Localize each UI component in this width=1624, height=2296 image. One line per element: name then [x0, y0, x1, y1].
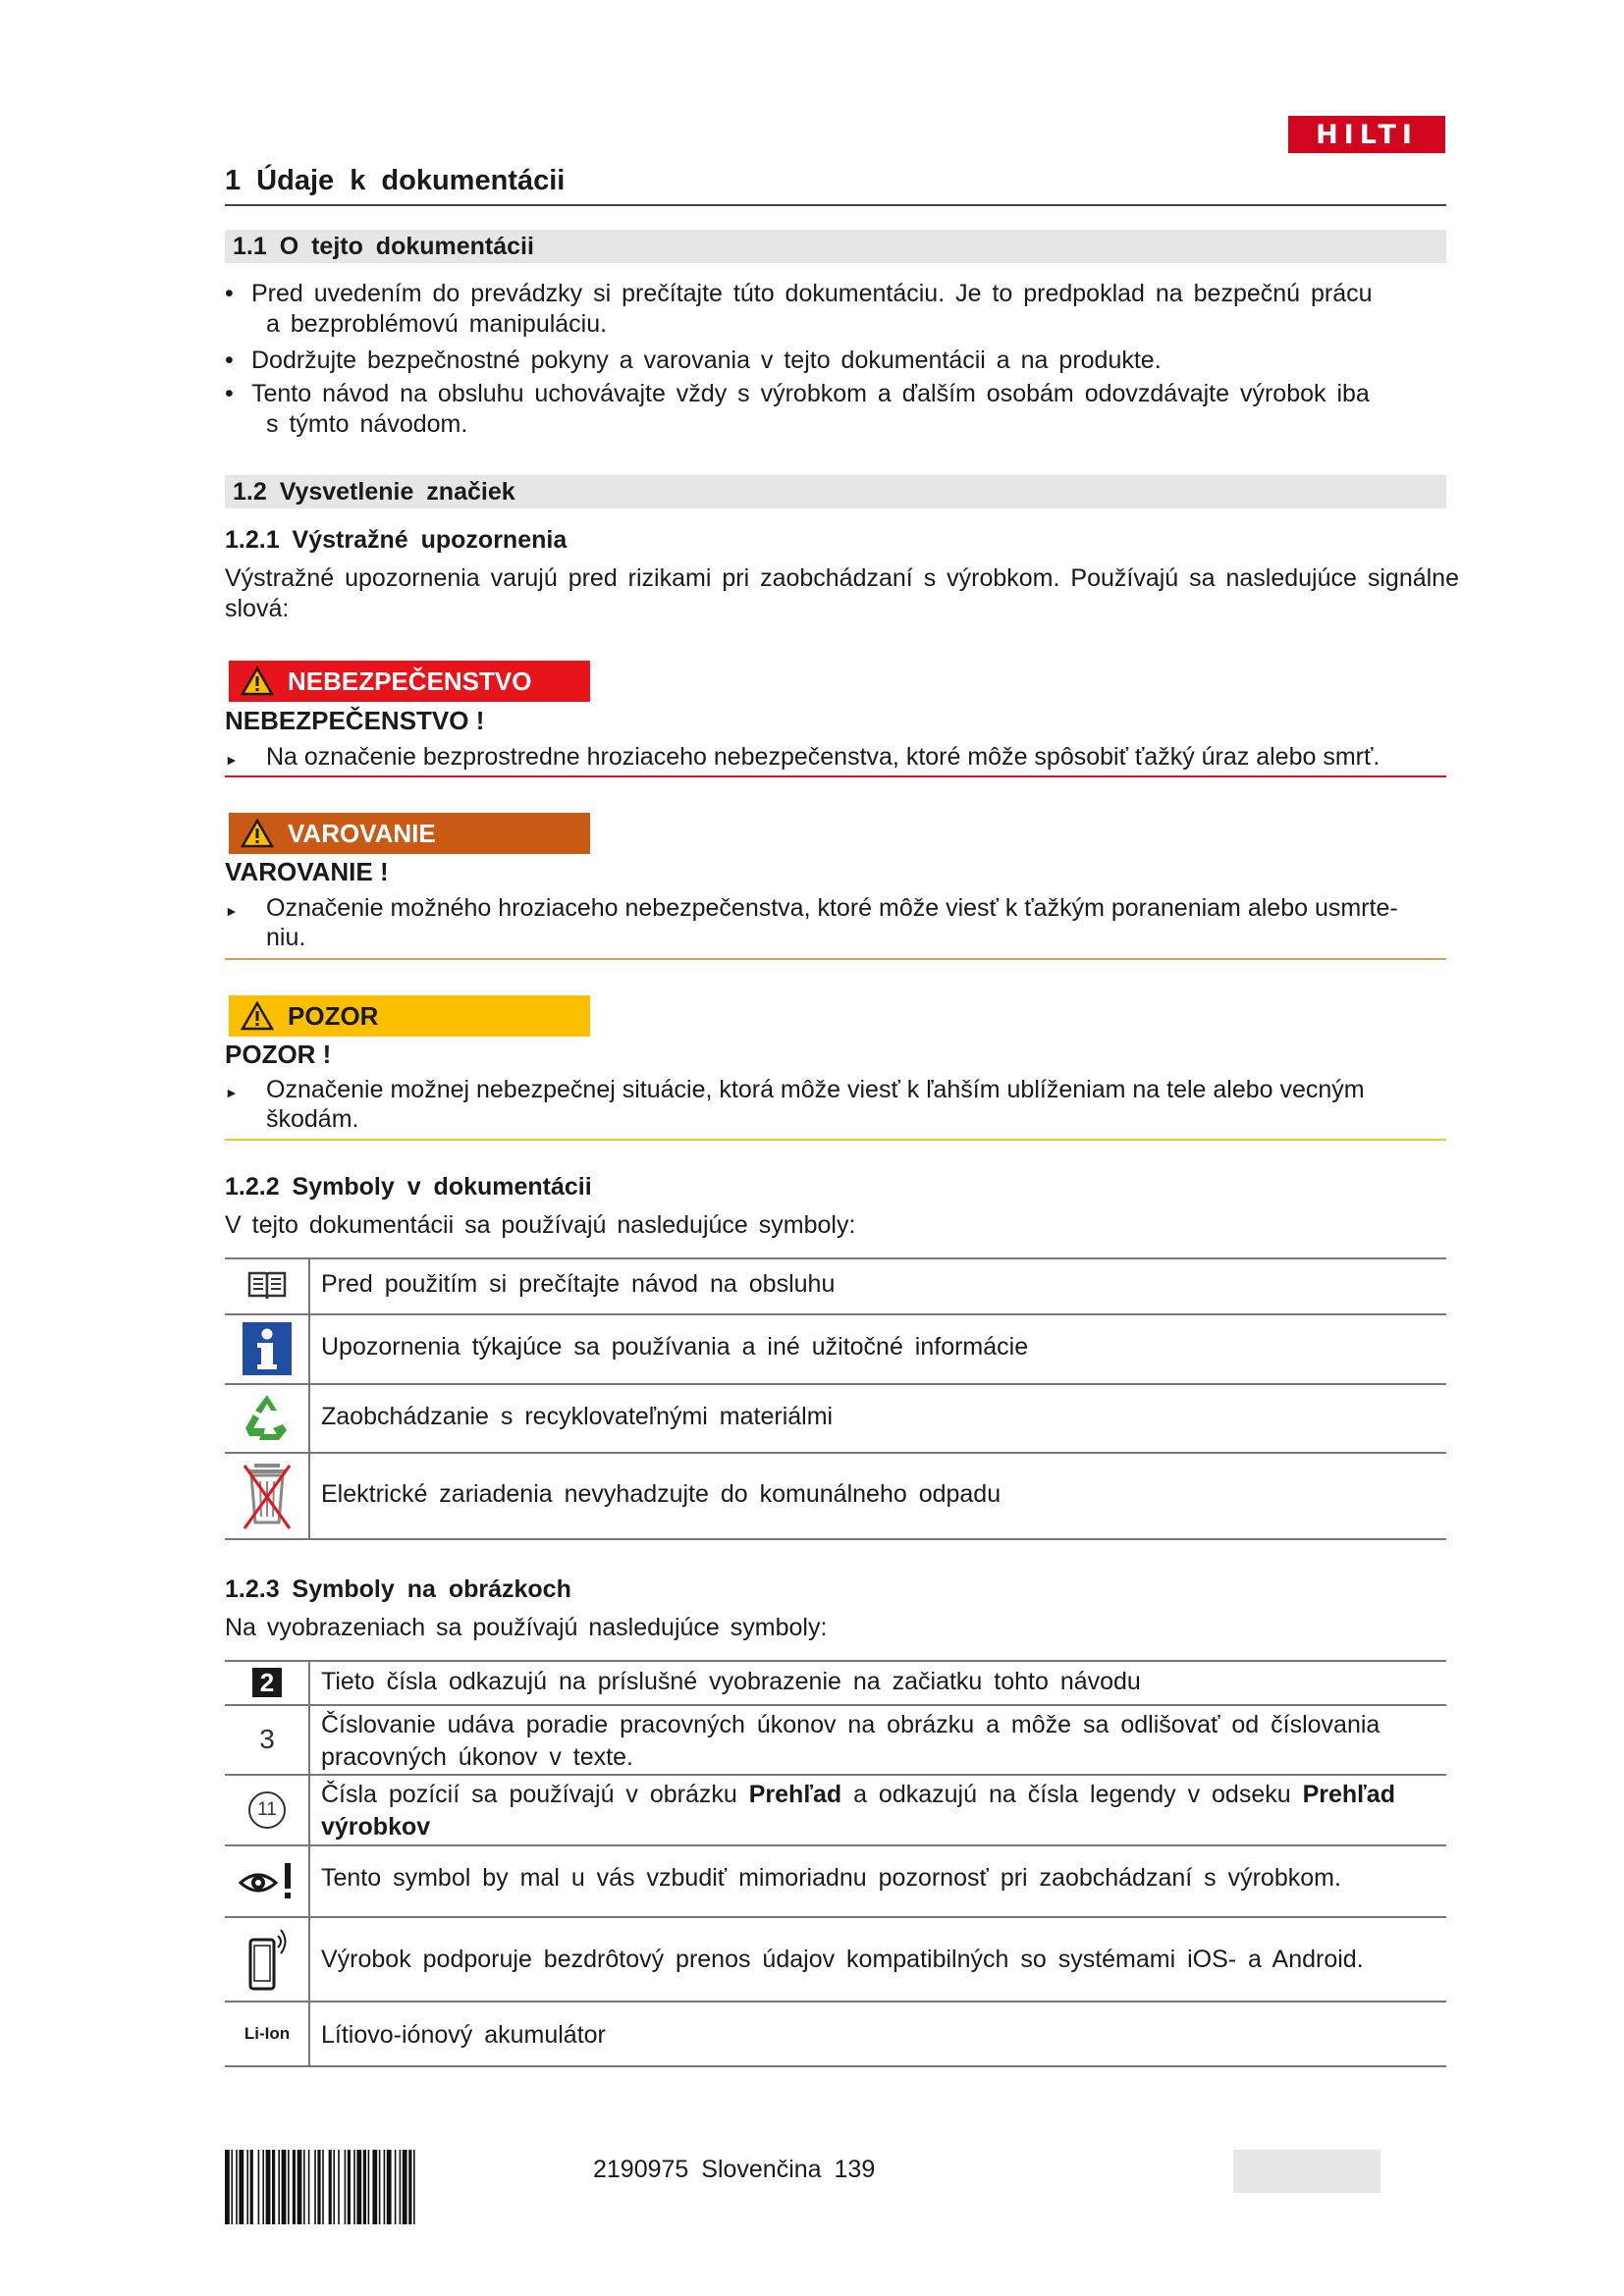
warning-triangle-icon	[241, 667, 274, 696]
table-rule	[225, 1774, 1446, 1776]
info-icon	[231, 1317, 303, 1380]
table-rule	[225, 1383, 1446, 1385]
step-number-label: 3	[259, 1724, 275, 1754]
symbol-row-text: Pred použitím si prečítajte návod na obsluhu	[321, 1270, 836, 1298]
section-1-2-2-intro: V tejto dokumentácii sa používajú nasledujúce symboly:	[225, 1211, 856, 1239]
figure-row-text	[321, 1779, 1460, 1843]
table-rule	[225, 1660, 1446, 1662]
section-1-2-header: 1.2 Vysvetlenie značiek	[225, 475, 1446, 508]
table-rule	[225, 2001, 1446, 2002]
arrow-bullet-icon: ►	[225, 903, 239, 919]
li-ion-label: Li-Ion	[244, 2024, 291, 2043]
caution-signal-label: POZOR	[288, 1000, 379, 1031]
crossed-bin-icon	[231, 1455, 303, 1537]
title-rule	[225, 204, 1446, 206]
warning-triangle-icon	[241, 1001, 274, 1031]
danger-text	[225, 742, 1452, 772]
danger-signal-box	[229, 661, 590, 702]
bullet-1-line1: Pred uvedením do prevádzky si prečítajte túto dokumentáciu. Je to predpoklad na bezpečnú prácu	[251, 280, 1373, 307]
section-1-2-1-title: 1.2.1 Výstražné upozornenia	[225, 526, 568, 554]
section-1-2-2-title: 1.2.2 Symboly v dokumentácii	[225, 1173, 592, 1201]
symbol-row-text: Upozornenia týkajúce sa používania a iné užitočné informácie	[321, 1333, 1029, 1361]
hilti-logo: HILTI	[1288, 116, 1445, 153]
section-1-2-1-text-line2: slová:	[225, 595, 290, 622]
table-rule	[225, 1538, 1446, 1540]
eye-attention-icon	[231, 1848, 303, 1913]
warning-signal-label: VAROVANIE	[288, 818, 436, 848]
barcode-icon	[225, 2150, 563, 2224]
circled-number-icon	[231, 1778, 303, 1842]
book-icon	[231, 1259, 303, 1312]
figure-row-text-line1: Číslovanie udáva poradie pracovných úkonov na obrázku a môže sa odlišovať od číslovania	[321, 1711, 1380, 1738]
table-rule	[225, 1916, 1446, 1918]
figure-row-text-line2: pracovných úkonov v texte.	[321, 1743, 633, 1771]
arrow-bullet-icon: ►	[225, 1085, 239, 1100]
danger-heading: NEBEZPEČENSTVO !	[225, 706, 485, 735]
table-rule	[225, 1704, 1446, 1706]
section-1-1-header: 1.1 O tejto dokumentácii	[225, 230, 1446, 263]
danger-rule	[225, 775, 1446, 777]
table-rule	[225, 1844, 1446, 1846]
warning-text	[225, 893, 1452, 952]
warning-signal-box	[229, 813, 590, 854]
table-column-divider	[308, 1257, 310, 1540]
symbol-row-text: Zaobchádzanie s recyklovateľnými materiálmi	[321, 1403, 834, 1430]
caution-text	[225, 1075, 1452, 1134]
li-ion-icon	[231, 2003, 303, 2064]
bullet-2-line1: Dodržujte bezpečnostné pokyny a varovania v tejto dokumentácii a na produkte.	[251, 347, 1162, 374]
danger-signal-label: NEBEZPEČENSTVO	[288, 666, 532, 696]
circled-number-label: 11	[248, 1791, 286, 1829]
boxed-number-label: 2	[252, 1668, 282, 1697]
table-rule	[225, 2065, 1446, 2067]
figure-row-text: Tento symbol by mal u vás vzbudiť mimoriadnu pozornosť pri zaobchádzaní s výrobkom.	[321, 1864, 1341, 1892]
recycle-icon	[231, 1386, 303, 1449]
danger-text-line1: Na označenie bezprostredne hroziaceho nebezpečenstva, ktoré môže spôsobiť ťažký úraz alebo smrť.	[266, 743, 1380, 771]
symbol-row-text: Elektrické zariadenia nevyhadzujte do komunálneho odpadu	[321, 1480, 1001, 1508]
caution-heading: POZOR !	[225, 1040, 332, 1069]
caution-text-line1: Označenie možnej nebezpečnej situácie, ktorá môže viesť k ľahším ublíženiam na tele alebo vecným	[266, 1076, 1365, 1103]
bullet-2: • Dodržujte bezpečnostné pokyny a varovania v tejto dokumentácii a na produkte.	[225, 347, 1162, 374]
warning-text-line2: niu.	[266, 924, 306, 951]
page-title: 1 Údaje k dokumentácii	[225, 165, 566, 196]
warning-triangle-icon	[241, 819, 274, 848]
caution-rule	[225, 1139, 1446, 1141]
footer-page-info: 2190975 Slovenčina 139	[593, 2156, 876, 2183]
arrow-bullet-icon: ►	[225, 752, 239, 768]
figure-row-text-line1: Čísla pozícií sa používajú v obrázku Prehľad a odkazujú na čísla legendy v odseku Prehľad	[321, 1781, 1395, 1808]
figure-row-text: Tieto čísla odkazujú na príslušné vyobrazenie na začiatku tohto návodu	[321, 1668, 1141, 1695]
bullet-3-line1: Tento návod na obsluhu uchovávajte vždy s výrobkom a ďalším osobám odovzdávajte výrobok iba	[251, 380, 1370, 407]
warning-heading: VAROVANIE !	[225, 857, 389, 886]
figure-row-text	[321, 1709, 1460, 1774]
warning-rule	[225, 958, 1446, 960]
table-rule	[225, 1257, 1446, 1259]
boxed-number-icon	[231, 1663, 303, 1702]
caution-text-line2: škodám.	[266, 1105, 359, 1133]
caution-signal-box	[229, 995, 590, 1037]
wireless-phone-icon	[231, 1919, 303, 1998]
figure-row-text: Lítiovo-iónový akumulátor	[321, 2021, 606, 2049]
warning-text-line1: Označenie možného hroziaceho nebezpečenstva, ktoré môže viesť k ťažkým poraneniam alebo usmrte-	[266, 894, 1398, 922]
table-rule	[225, 1452, 1446, 1454]
section-1-2-3-intro: Na vyobrazeniach sa používajú nasledujúce symboly:	[225, 1614, 828, 1641]
bullet-1-line2: a bezproblémovú manipuláciu.	[266, 310, 608, 338]
figure-row-text: Výrobok podporuje bezdrôtový prenos údajov kompatibilných so systémami iOS- a Android.	[321, 1946, 1364, 1973]
bullet-1: • Pred uvedením do prevádzky si prečítajte túto dokumentáciu. Je to predpoklad na bezpečnú prácu a bezproblémovú manipuláciu.	[225, 279, 1491, 340]
section-1-2-3-title: 1.2.3 Symboly na obrázkoch	[225, 1575, 571, 1603]
figure-row-text-line2: výrobkov	[321, 1813, 431, 1841]
step-number-icon	[231, 1708, 303, 1771]
table-column-divider	[308, 1660, 310, 2067]
footer-tab	[1233, 2150, 1380, 2193]
table-rule	[225, 1313, 1446, 1315]
bullet-3: • Tento návod na obsluhu uchovávajte vždy s výrobkom a ďalším osobám odovzdávajte výrobok iba s týmto návodom.	[225, 379, 1491, 440]
section-1-2-1-text	[225, 563, 1619, 624]
bullet-3-line2: s týmto návodom.	[266, 410, 468, 438]
section-1-2-1-text-line1: Výstražné upozornenia varujú pred rizikami pri zaobchádzaní s výrobkom. Používajú sa nasledujúce signálne	[225, 564, 1459, 592]
